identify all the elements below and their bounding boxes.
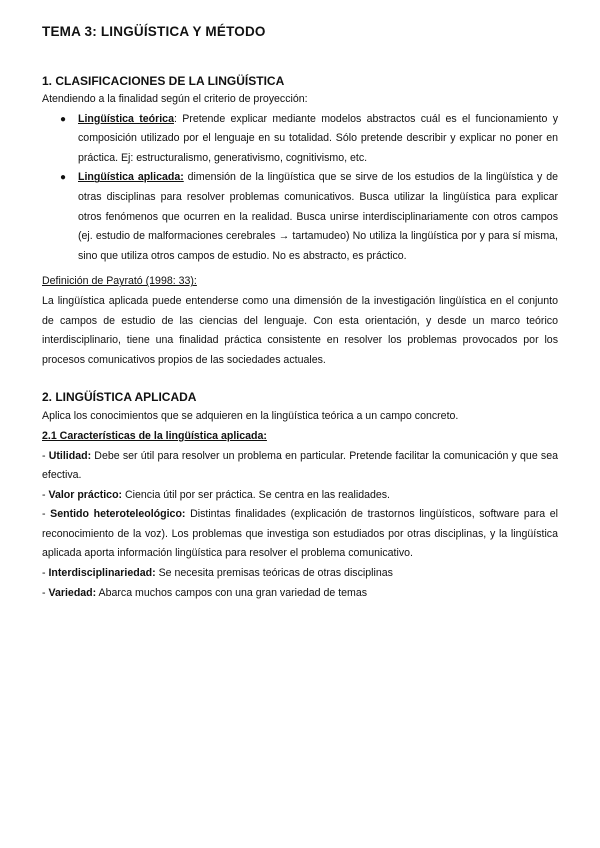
feature-valor-practico: - Valor práctico: Ciencia útil por ser práctica. Se centra en las realidades. bbox=[42, 488, 390, 501]
section2-intro: Aplica los conocimientos que se adquieren en la lingüística teórica a un campo concreto. bbox=[42, 410, 459, 423]
list-item bbox=[60, 168, 558, 266]
bullet-text: dimensión de la lingüística que se sirve de los estudios de la lingüística y de otras disciplinas para resolver problemas comunicativos. Busca utilizar la lingüística para explicar otros fenómenos que ocurren en la realidad. Busca unirse interdisciplinariamente con otros campos (ej. estudio de malformaciones cerebrales → tartamudeo) No utiliza la lingüística por y para sí misma, sino que utiliza otros campos de estudio. No es abstracto, es práctico. bbox=[78, 171, 558, 262]
bullet-icon: ● bbox=[60, 172, 67, 184]
classification-list bbox=[42, 110, 558, 267]
section2-heading: 2. LINGÜÍSTICA APLICADA bbox=[42, 390, 197, 405]
term-linguistica-aplicada: Lingüística aplicada: bbox=[78, 171, 184, 184]
bullet-text: : Pretende explicar mediante modelos abstractos cuál es el funcionamiento y composición utilizado por el lenguaje en su totalidad. Sólo pretende describir y explicar no poner en práctica. Ej: estructuralismo, generativismo, cognitivismo, etc. bbox=[78, 112, 558, 164]
definition-text: La lingüística aplicada puede entenderse como una dimensión de la investigación lingüística en el conjunto de campos de estudio de las ciencias del lenguaje. Con esta orientación, y desde un marco teórico interdisciplinario, tiene una finalidad práctica consistente en resolver los problemas provocados por los procesos comunicativos propios de las sociedades actuales. bbox=[42, 294, 558, 366]
term-linguistica-teorica: Lingüística teórica bbox=[78, 112, 174, 125]
document-title: TEMA 3: LINGÜÍSTICA Y MÉTODO bbox=[42, 24, 266, 39]
section2-subheading: 2.1 Características de la lingüística aplicada: bbox=[42, 429, 267, 442]
feature-interdisciplinariedad: - Interdisciplinariedad: Se necesita premisas teóricas de otras disciplinas bbox=[42, 567, 393, 580]
list-item bbox=[60, 110, 558, 169]
feature-sentido-heteroteleologico: - Sentido heteroteleológico: Distintas finalidades (explicación de trastornos lingüísticos, software para el reconocimiento de la voz). Los problemas que investiga son estudiados por otras disciplinas, y la lingüística aplicada aporta información lingüística para resolver el problema comunicativo. bbox=[42, 508, 558, 560]
definition-label: Definición de Payrató (1998: 33): bbox=[42, 275, 197, 288]
bullet-icon: ● bbox=[60, 113, 67, 125]
feature-variedad: - Variedad: Abarca muchos campos con una gran variedad de temas bbox=[42, 586, 368, 599]
feature-utilidad: - Utilidad: Debe ser útil para resolver un problema en particular. Pretende facilitar la comunicación y que sea efectiva. bbox=[42, 449, 558, 482]
section1-heading: 1. CLASIFICACIONES DE LA LINGÜÍSTICA bbox=[42, 74, 285, 88]
section1-intro: Atendiendo a la finalidad según el criterio de proyección: bbox=[42, 93, 308, 105]
